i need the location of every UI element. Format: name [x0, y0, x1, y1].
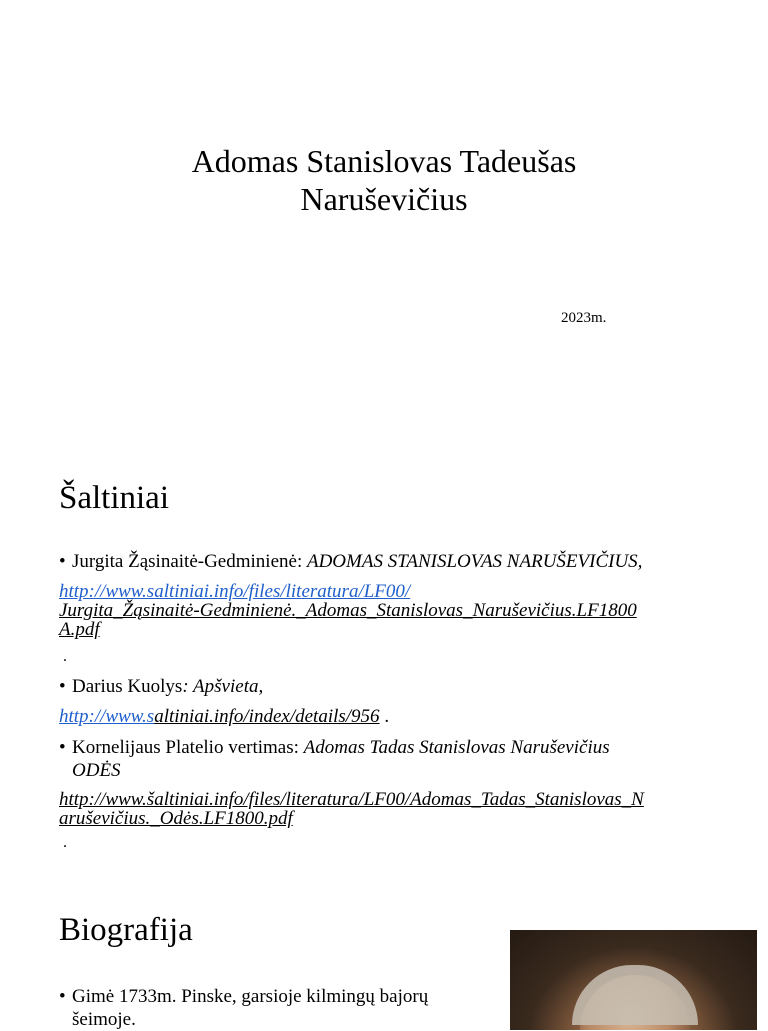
portrait-image [510, 930, 757, 1030]
bullet-marker: • [59, 986, 66, 1007]
biography-text-line-2: šeimoje. [72, 1009, 136, 1030]
source-author: Kornelijaus Platelio vertimas: [72, 737, 304, 758]
biography-item-1 [59, 985, 502, 1031]
source-2-period: . [379, 706, 390, 727]
source-1-period: . [63, 648, 67, 665]
title-line-1: Adomas Stanislovas Tadeušas [191, 143, 577, 179]
source-title: : Apšvieta, [182, 676, 264, 697]
biography-text-line-1: Gimė 1733m. Pinske, garsioje kilmingų bajorų [72, 986, 429, 1007]
bullet-marker: • [59, 676, 66, 697]
source-link-3[interactable] [59, 790, 714, 828]
source-title: Adomas Tadas Stanislovas Naruševičius [303, 737, 610, 758]
biography-heading: Biografija [59, 912, 193, 948]
source-link-2[interactable] [59, 707, 714, 726]
source-author: Darius Kuolys [72, 676, 183, 697]
source-link-3-line-2[interactable]: aruševičius._Odės.LF1800.pdf [59, 808, 293, 829]
source-link-2-part-1[interactable]: http://www.s [59, 706, 155, 727]
source-item-1 [59, 550, 712, 573]
title-line-2: Naruševičius [300, 181, 468, 217]
source-link-1-line-3[interactable]: A.pdf [59, 619, 100, 640]
bullet-marker: • [59, 737, 66, 758]
source-author: Jurgita Žąsinaitė-Gedminienė: [72, 551, 307, 572]
slide-date: 2023m. [561, 310, 607, 326]
source-link-3-line-1[interactable]: http://www.šaltiniai.info/files/literatura/LF00/Adomas_Tadas_Stanislovas_N [59, 789, 644, 810]
portrait-hair [572, 965, 698, 1025]
source-3-period: . [63, 834, 67, 851]
source-item-2 [59, 675, 712, 698]
source-link-1-line-1[interactable]: http://www.saltiniai.info/files/literatura/LF00/ [59, 581, 411, 602]
source-link-2-part-2[interactable]: altiniai.info/index/details/956 [154, 706, 380, 727]
bullet-marker: • [59, 551, 66, 572]
source-title: ADOMAS STANISLOVAS NARUŠEVIČIUS, [306, 551, 643, 572]
sources-heading: Šaltiniai [59, 480, 169, 516]
slide-title [120, 142, 648, 218]
source-link-1-line-2[interactable]: Jurgita_Žąsinaitė-Gedminienė._Adomas_Stanislovas_Naruševičius.LF1800 [59, 600, 637, 621]
source-item-3 [59, 736, 712, 782]
source-title-line-2: ODĖS [72, 760, 121, 781]
source-link-1[interactable] [59, 582, 714, 639]
